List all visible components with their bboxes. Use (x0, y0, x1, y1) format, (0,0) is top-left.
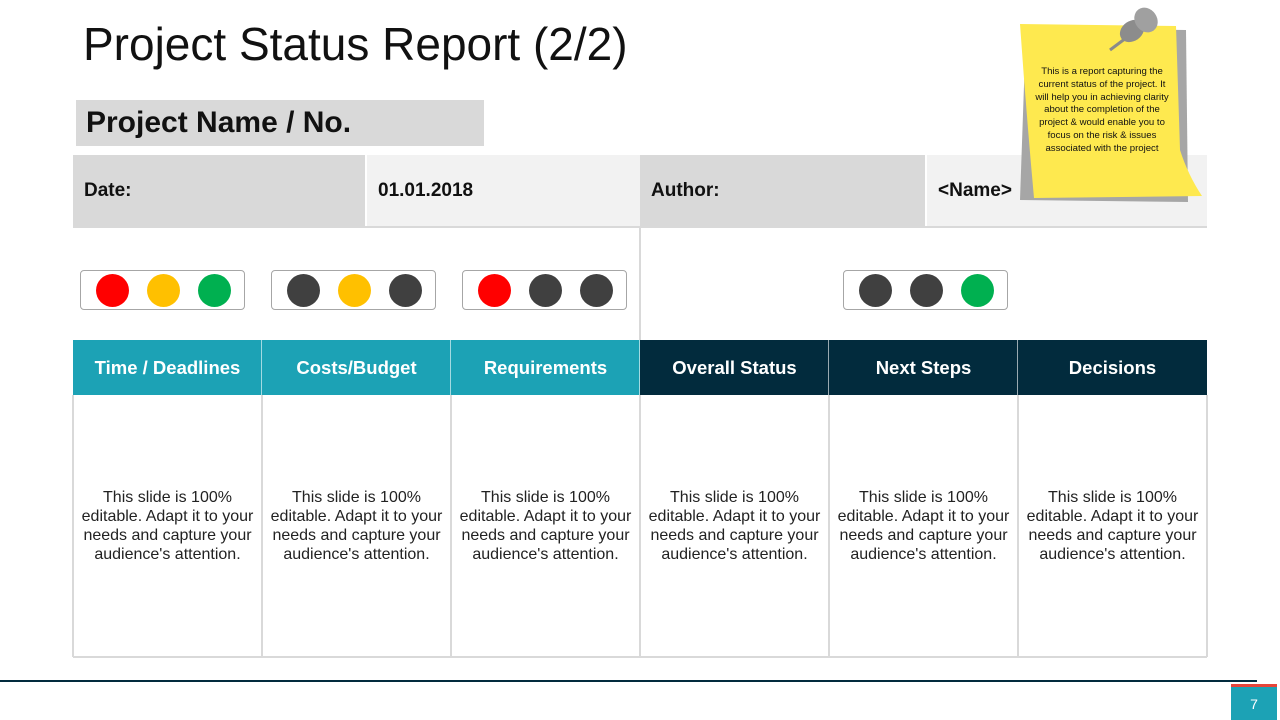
column-header: Decisions (1018, 340, 1207, 395)
date-value-cell (367, 155, 640, 226)
column-header: Next Steps (829, 340, 1018, 395)
status-dot-dark (580, 274, 613, 307)
date-value: 01.01.2018 (378, 179, 474, 201)
status-dot-green (961, 274, 994, 307)
page-number: 7 (1231, 684, 1277, 720)
column-header: Overall Status (640, 340, 829, 395)
date-label-cell (73, 155, 365, 226)
column-separator (261, 395, 263, 657)
table-bottom-border (73, 656, 1207, 658)
project-name-label: Project Name / No. (86, 106, 352, 139)
header-separator (1017, 340, 1018, 395)
status-dot-red (96, 274, 129, 307)
author-label: Author: (651, 179, 720, 201)
author-label-cell (640, 155, 925, 226)
column-body-text: This slide is 100% editable. Adapt it to your needs and capture your audience's attention. (459, 488, 632, 563)
header-separator (261, 340, 262, 395)
header-separator (450, 340, 451, 395)
status-dot-dark (529, 274, 562, 307)
column-separator (1017, 395, 1019, 657)
column-body-text: This slide is 100% editable. Adapt it to your needs and capture your audience's attention. (81, 488, 254, 563)
slide-title: Project Status Report (2/2) (83, 18, 628, 70)
column-separator (450, 395, 452, 657)
status-dot-amber (338, 274, 371, 307)
traffic-light-3 (462, 270, 627, 310)
column-separator (72, 395, 74, 657)
footer-line (0, 680, 1257, 682)
traffic-light-4 (843, 270, 1008, 310)
status-dot-dark (287, 274, 320, 307)
status-dot-dark (910, 274, 943, 307)
lights-center-divider (639, 228, 641, 340)
status-dot-green (198, 274, 231, 307)
column-header: Requirements (451, 340, 640, 395)
column-body-text: This slide is 100% editable. Adapt it to your needs and capture your audience's attention. (270, 488, 443, 563)
sticky-note-text: This is a report capturing the current status of the project. It will help you in achieving clarity about the completion of the project & would enable you to focus on the risk & issues associated with the project (1035, 66, 1169, 154)
column-header: Costs/Budget (262, 340, 451, 395)
author-value: <Name> (938, 179, 1012, 201)
column-separator (639, 395, 641, 657)
header-separator (828, 340, 829, 395)
status-dot-red (478, 274, 511, 307)
status-dot-dark (389, 274, 422, 307)
table-right-border (1206, 395, 1208, 657)
header-separator (639, 340, 640, 395)
date-label: Date: (84, 179, 132, 201)
column-body-text: This slide is 100% editable. Adapt it to your needs and capture your audience's attention. (837, 488, 1010, 563)
column-body-text: This slide is 100% editable. Adapt it to your needs and capture your audience's attention. (648, 488, 821, 563)
project-name-box (76, 100, 484, 146)
traffic-light-2 (271, 270, 436, 310)
column-body-text: This slide is 100% editable. Adapt it to your needs and capture your audience's attention. (1026, 488, 1199, 563)
column-header: Time / Deadlines (73, 340, 262, 395)
traffic-light-1 (80, 270, 245, 310)
status-dot-amber (147, 274, 180, 307)
status-dot-dark (859, 274, 892, 307)
column-separator (828, 395, 830, 657)
